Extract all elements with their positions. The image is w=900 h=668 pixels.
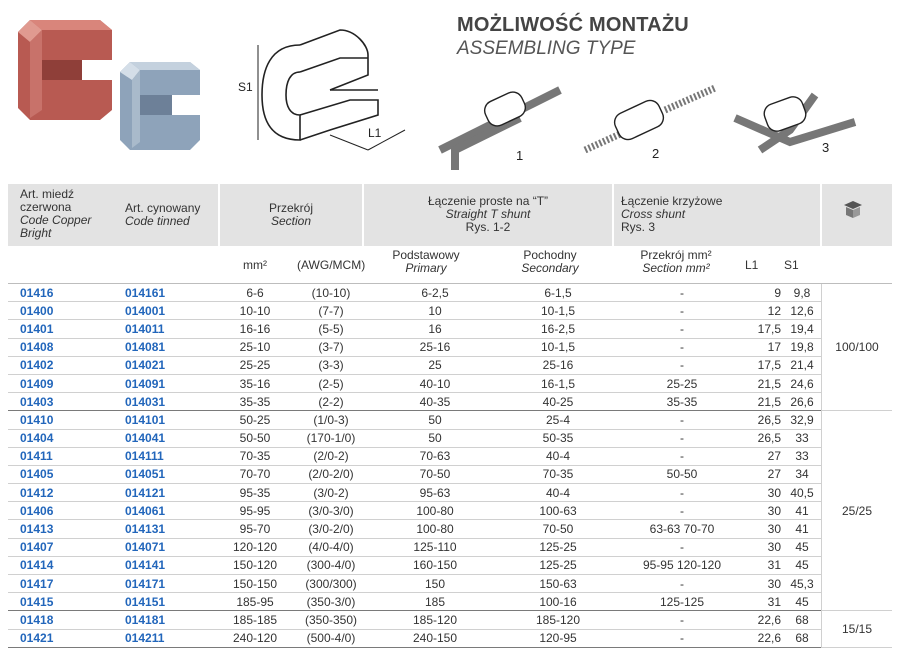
s1-value: 12,6 — [783, 302, 822, 320]
section-awg: (3/0-2/0) — [291, 520, 371, 538]
section-awg: (3/0-3/0) — [291, 502, 371, 520]
l1-value: 31 — [747, 556, 783, 574]
s1-value: 34 — [783, 465, 822, 483]
straight-primary: 50 — [371, 429, 499, 447]
figure-1-label: 1 — [516, 148, 524, 163]
s1-value: 24,6 — [783, 374, 822, 392]
section-awg: (2/0-2) — [291, 447, 371, 465]
table-row — [8, 429, 892, 447]
col-art-tinned: Art. cynowany Code tinned — [125, 201, 201, 228]
subcol-secondary: Pochodny Secondary — [521, 248, 579, 275]
connector-table — [8, 284, 892, 648]
code-copper: 01407 — [8, 538, 125, 556]
assembly-figure-1 — [440, 89, 560, 170]
straight-secondary: 16-2,5 — [499, 320, 617, 338]
section-mm2: 35-16 — [219, 374, 291, 392]
code-tinned: 014011 — [125, 320, 219, 338]
table-row — [8, 338, 892, 356]
code-tinned: 014021 — [125, 356, 219, 374]
code-copper: 01405 — [8, 465, 125, 483]
assembly-figure-3 — [735, 94, 855, 150]
straight-secondary: 25-4 — [499, 411, 617, 429]
l1-value: 27 — [747, 447, 783, 465]
table-row — [8, 411, 892, 429]
col-straight-shunt: Łączenie proste na “T” Straight T shunt Rys. 1-2 — [427, 194, 549, 234]
l1-value: 22,6 — [747, 611, 783, 629]
figure-2-label: 2 — [652, 146, 660, 161]
l1-value: 12 — [747, 302, 783, 320]
cross-section: - — [617, 356, 747, 374]
l1-value: 30 — [747, 502, 783, 520]
section-awg: (170-1/0) — [291, 429, 371, 447]
section-mm2: 25-10 — [219, 338, 291, 356]
cross-section: - — [617, 575, 747, 593]
tinned-connector-image — [120, 62, 200, 150]
copper-connector-image — [18, 20, 112, 120]
s1-value: 45,3 — [783, 575, 822, 593]
straight-primary: 185-120 — [371, 611, 499, 629]
subcol-awg: (AWG/MCM) — [297, 258, 366, 272]
s1-value: 9,8 — [783, 284, 822, 302]
l1-value: 21,5 — [747, 393, 783, 411]
table-row — [8, 611, 892, 629]
section-awg: (1/0-3) — [291, 411, 371, 429]
straight-secondary: 40-25 — [499, 393, 617, 411]
page-subtitle: ASSEMBLING TYPE — [457, 38, 636, 59]
cross-section: - — [617, 284, 747, 302]
section-mm2: 185-185 — [219, 611, 291, 629]
l1-value: 17 — [747, 338, 783, 356]
section-mm2: 6-6 — [219, 284, 291, 302]
straight-secondary: 40-4 — [499, 484, 617, 502]
section-mm2: 70-70 — [219, 465, 291, 483]
section-awg: (3/0-2) — [291, 484, 371, 502]
table-row — [8, 302, 892, 320]
section-mm2: 50-25 — [219, 411, 291, 429]
straight-primary: 25 — [371, 356, 499, 374]
l1-value: 31 — [747, 593, 783, 611]
code-copper: 01417 — [8, 575, 125, 593]
illustration-area — [0, 0, 900, 180]
section-awg: (10-10) — [291, 284, 371, 302]
code-copper: 01403 — [8, 393, 125, 411]
cross-section: - — [617, 484, 747, 502]
code-tinned: 014031 — [125, 393, 219, 411]
section-mm2: 185-95 — [219, 593, 291, 611]
section-awg: (3-3) — [291, 356, 371, 374]
table-row — [8, 447, 892, 465]
code-copper: 01412 — [8, 484, 125, 502]
section-awg: (300/300) — [291, 575, 371, 593]
section-mm2: 95-95 — [219, 502, 291, 520]
straight-secondary: 120-95 — [499, 629, 617, 647]
straight-secondary: 16-1,5 — [499, 374, 617, 392]
straight-secondary: 40-4 — [499, 447, 617, 465]
section-mm2: 95-35 — [219, 484, 291, 502]
l1-value: 30 — [747, 575, 783, 593]
code-copper: 01404 — [8, 429, 125, 447]
section-mm2: 70-35 — [219, 447, 291, 465]
straight-secondary: 185-120 — [499, 611, 617, 629]
section-awg: (350-350) — [291, 611, 371, 629]
s1-value: 68 — [783, 629, 822, 647]
s1-value: 45 — [783, 538, 822, 556]
s1-value: 68 — [783, 611, 822, 629]
pack-quantity: 15/15 — [822, 611, 893, 647]
cross-section: 63-63 70-70 — [617, 520, 747, 538]
straight-primary: 160-150 — [371, 556, 499, 574]
section-awg: (4/0-4/0) — [291, 538, 371, 556]
table-row — [8, 629, 892, 647]
l1-value: 17,5 — [747, 320, 783, 338]
code-tinned: 014111 — [125, 447, 219, 465]
code-copper: 01410 — [8, 411, 125, 429]
table-row — [8, 593, 892, 611]
table-row — [8, 538, 892, 556]
code-copper: 01408 — [8, 338, 125, 356]
section-mm2: 10-10 — [219, 302, 291, 320]
straight-primary: 16 — [371, 320, 499, 338]
header-divider — [612, 184, 614, 246]
section-mm2: 150-150 — [219, 575, 291, 593]
code-tinned: 014081 — [125, 338, 219, 356]
table-row — [8, 284, 892, 302]
straight-primary: 150 — [371, 575, 499, 593]
section-awg: (2-2) — [291, 393, 371, 411]
straight-primary: 6-2,5 — [371, 284, 499, 302]
code-copper: 01411 — [8, 447, 125, 465]
code-tinned: 014071 — [125, 538, 219, 556]
straight-secondary: 10-1,5 — [499, 302, 617, 320]
table-row — [8, 556, 892, 574]
section-awg: (300-4/0) — [291, 556, 371, 574]
s1-value: 45 — [783, 593, 822, 611]
code-copper: 01421 — [8, 629, 125, 647]
code-copper: 01406 — [8, 502, 125, 520]
straight-secondary: 125-25 — [499, 556, 617, 574]
straight-secondary: 150-63 — [499, 575, 617, 593]
section-mm2: 95-70 — [219, 520, 291, 538]
s1-value: 26,6 — [783, 393, 822, 411]
cross-section: 50-50 — [617, 465, 747, 483]
table-row — [8, 356, 892, 374]
l1-value: 30 — [747, 538, 783, 556]
table-row — [8, 502, 892, 520]
assembly-figure-2 — [585, 88, 715, 150]
col-cross-shunt: Łączenie krzyżowe Cross shunt Rys. 3 — [621, 194, 723, 234]
l1-value: 30 — [747, 520, 783, 538]
s1-dimension-label: S1 — [238, 80, 253, 94]
table-row — [8, 374, 892, 392]
table-row — [8, 575, 892, 593]
straight-primary: 70-63 — [371, 447, 499, 465]
section-awg: (5-5) — [291, 320, 371, 338]
cross-section: 95-95 120-120 — [617, 556, 747, 574]
code-tinned: 014091 — [125, 374, 219, 392]
section-mm2: 150-120 — [219, 556, 291, 574]
code-copper: 01401 — [8, 320, 125, 338]
section-awg: (7-7) — [291, 302, 371, 320]
straight-primary: 70-50 — [371, 465, 499, 483]
straight-primary: 240-150 — [371, 629, 499, 647]
s1-value: 32,9 — [783, 411, 822, 429]
section-awg: (3-7) — [291, 338, 371, 356]
dimension-drawing — [258, 30, 405, 150]
straight-secondary: 100-16 — [499, 593, 617, 611]
section-mm2: 16-16 — [219, 320, 291, 338]
code-copper: 01400 — [8, 302, 125, 320]
cross-section: - — [617, 429, 747, 447]
table-row — [8, 484, 892, 502]
table-row — [8, 520, 892, 538]
box-icon — [842, 198, 864, 220]
l1-value: 21,5 — [747, 374, 783, 392]
section-awg: (350-3/0) — [291, 593, 371, 611]
code-tinned: 014101 — [125, 411, 219, 429]
l1-value: 27 — [747, 465, 783, 483]
straight-secondary: 70-50 — [499, 520, 617, 538]
subcol-s1: S1 — [784, 258, 799, 272]
code-copper: 01413 — [8, 520, 125, 538]
s1-value: 33 — [783, 447, 822, 465]
code-tinned: 014161 — [125, 284, 219, 302]
code-tinned: 014211 — [125, 629, 219, 647]
subcol-l1: L1 — [745, 258, 759, 272]
pack-quantity: 25/25 — [822, 411, 893, 611]
l1-value: 26,5 — [747, 411, 783, 429]
code-tinned: 014181 — [125, 611, 219, 629]
table-row — [8, 320, 892, 338]
subcol-primary: Podstawowy Primary — [392, 248, 460, 275]
s1-value: 45 — [783, 556, 822, 574]
straight-primary: 100-80 — [371, 520, 499, 538]
code-copper: 01402 — [8, 356, 125, 374]
table-row — [8, 393, 892, 411]
l1-value: 30 — [747, 484, 783, 502]
straight-primary: 25-16 — [371, 338, 499, 356]
straight-secondary: 70-35 — [499, 465, 617, 483]
straight-primary: 100-80 — [371, 502, 499, 520]
s1-value: 19,8 — [783, 338, 822, 356]
header-divider — [820, 184, 822, 246]
code-copper: 01409 — [8, 374, 125, 392]
straight-primary: 125-110 — [371, 538, 499, 556]
code-tinned: 014141 — [125, 556, 219, 574]
subcol-cross-section: Przekrój mm² Section mm² — [640, 248, 712, 275]
code-tinned: 014061 — [125, 502, 219, 520]
code-tinned: 014041 — [125, 429, 219, 447]
section-mm2: 35-35 — [219, 393, 291, 411]
code-tinned: 014121 — [125, 484, 219, 502]
code-copper: 01416 — [8, 284, 125, 302]
straight-secondary: 10-1,5 — [499, 338, 617, 356]
s1-value: 41 — [783, 520, 822, 538]
cross-section: - — [617, 302, 747, 320]
s1-value: 33 — [783, 429, 822, 447]
straight-primary: 95-63 — [371, 484, 499, 502]
cross-section: 35-35 — [617, 393, 747, 411]
cross-section: - — [617, 338, 747, 356]
l1-value: 26,5 — [747, 429, 783, 447]
section-awg: (500-4/0) — [291, 629, 371, 647]
section-mm2: 25-25 — [219, 356, 291, 374]
l1-value: 9 — [747, 284, 783, 302]
figure-3-label: 3 — [822, 140, 830, 155]
l1-dimension-label: L1 — [368, 126, 382, 140]
cross-section: 25-25 — [617, 374, 747, 392]
section-awg: (2/0-2/0) — [291, 465, 371, 483]
straight-primary: 185 — [371, 593, 499, 611]
straight-primary: 10 — [371, 302, 499, 320]
s1-value: 19,4 — [783, 320, 822, 338]
page-title: MOŻLIWOŚĆ MONTAŻU — [457, 14, 689, 36]
straight-secondary: 125-25 — [499, 538, 617, 556]
col-art-copper: Art. miedź czerwona Code Copper Bright — [20, 187, 92, 240]
pack-quantity: 100/100 — [822, 284, 893, 411]
subcol-mm2: mm² — [243, 258, 267, 272]
straight-secondary: 6-1,5 — [499, 284, 617, 302]
code-tinned: 014051 — [125, 465, 219, 483]
straight-secondary: 25-16 — [499, 356, 617, 374]
code-copper: 01415 — [8, 593, 125, 611]
cross-section: - — [617, 411, 747, 429]
cross-section: - — [617, 611, 747, 629]
code-copper: 01418 — [8, 611, 125, 629]
section-mm2: 240-120 — [219, 629, 291, 647]
cross-section: 125-125 — [617, 593, 747, 611]
cross-section: - — [617, 502, 747, 520]
straight-primary: 40-10 — [371, 374, 499, 392]
col-section: Przekrój Section — [268, 201, 313, 228]
code-tinned: 014171 — [125, 575, 219, 593]
s1-value: 41 — [783, 502, 822, 520]
cross-section: - — [617, 629, 747, 647]
s1-value: 40,5 — [783, 484, 822, 502]
code-tinned: 014001 — [125, 302, 219, 320]
code-copper: 01414 — [8, 556, 125, 574]
straight-secondary: 100-63 — [499, 502, 617, 520]
cross-section: - — [617, 320, 747, 338]
code-tinned: 014151 — [125, 593, 219, 611]
straight-secondary: 50-35 — [499, 429, 617, 447]
l1-value: 17,5 — [747, 356, 783, 374]
section-awg: (2-5) — [291, 374, 371, 392]
code-tinned: 014131 — [125, 520, 219, 538]
s1-value: 21,4 — [783, 356, 822, 374]
l1-value: 22,6 — [747, 629, 783, 647]
straight-primary: 50 — [371, 411, 499, 429]
table-row — [8, 465, 892, 483]
section-mm2: 120-120 — [219, 538, 291, 556]
cross-section: - — [617, 447, 747, 465]
straight-primary: 40-35 — [371, 393, 499, 411]
section-mm2: 50-50 — [219, 429, 291, 447]
cross-section: - — [617, 538, 747, 556]
